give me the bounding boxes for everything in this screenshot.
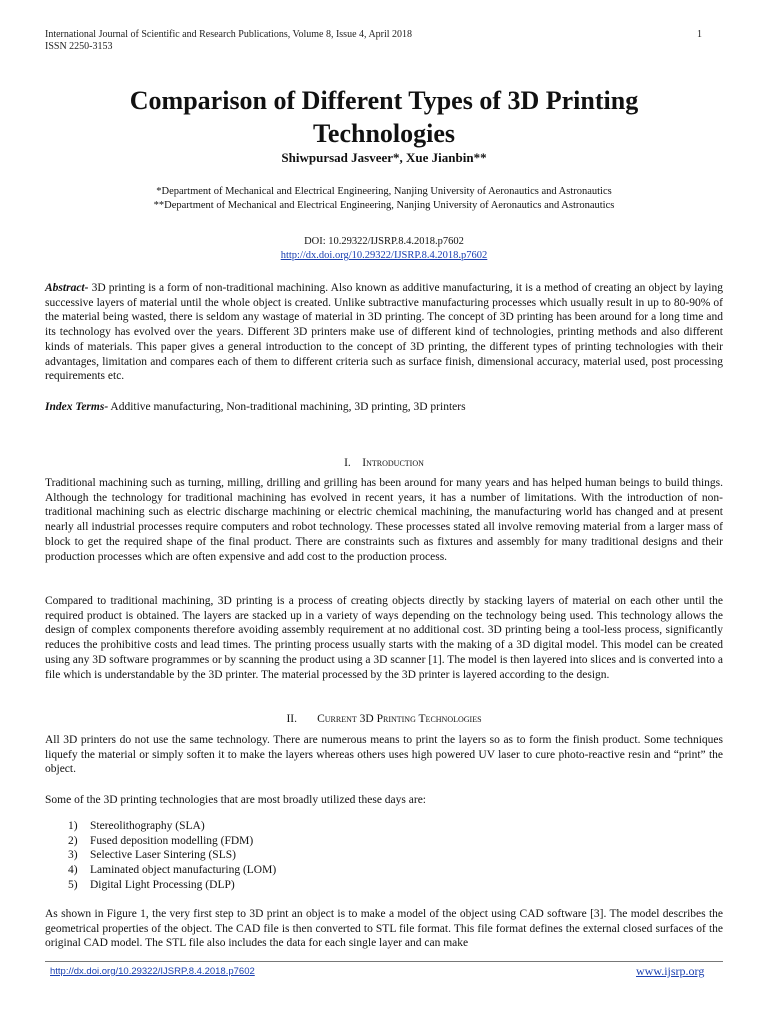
section-title: Introduction bbox=[362, 457, 424, 469]
tech-paragraph-2: Some of the 3D printing technologies that are most broadly utilized these days are: bbox=[45, 794, 426, 806]
doi-link[interactable]: http://dx.doi.org/10.29322/IJSRP.8.4.2018.p7602 bbox=[280, 250, 488, 261]
journal-header: International Journal of Scientific and Research Publications, Volume 8, Issue 4, April 2018 bbox=[45, 29, 413, 40]
index-terms-text: Additive manufacturing, Non-traditional machining, 3D printing, 3D printers bbox=[110, 401, 466, 413]
abstract-text: 3D printing is a form of non-traditional machining. Also known as additive manufacturing, it is a method of creating an object by laying successive layers of material until the whole object is created. Unlike subtractive manufacturing processes which usually result in up to 80-90% of the material being wasted, there is seldom any wastage of material in 3D printing. The concept of 3D printing has been around for a long time and its technology has evolved over the years. Different 3D printers make use of different kind of technologies, printing methods and also different kinds of materials. This paper gives a general introduction to the concept of 3D printing, the different types of printing technologies with their advantages, limitation and compares each of them to different criteria such as surface finish, dimensional accuracy, material used, post processing requirements etc. bbox=[45, 282, 723, 383]
footer-doi-link[interactable]: http://dx.doi.org/10.29322/IJSRP.8.4.2018.p7602 bbox=[50, 966, 255, 977]
paper-title: Comparison of Different Types of 3D Printing Technologies bbox=[129, 86, 639, 148]
list-item: 3) Selective Laser Sintering (SLS) bbox=[68, 849, 236, 862]
intro-paragraph-2: Compared to traditional machining, 3D printing is a process of creating objects directly by stacking layers of material on each other until the required product is obtained. The layers are stacked up in a variety of ways depending on the technology being used. This technology allows the design of complex components therefore avoiding assembly requirement at no additional cost. 3D printing being a tool-less process, significantly reduces the prohibitive costs and lead times. The printing process usually starts with the making of a 3D digital model. This model can be created using any 3D software programmes or by scanning the product using a 3D scanner [1]. The model is then layered into slices and is converted into a file which is understandable by the 3D printer. The material processed by the 3D printer is layered according to the design. bbox=[45, 595, 723, 681]
page-number: 1 bbox=[697, 29, 702, 40]
section-heading-introduction bbox=[0, 457, 768, 469]
issn: ISSN 2250-3153 bbox=[45, 41, 113, 52]
abstract-lead: Abstract- bbox=[45, 282, 89, 294]
list-item: 1) Stereolithography (SLA) bbox=[68, 820, 205, 832]
section-title: Current 3D Printing Technologies bbox=[317, 713, 482, 725]
tech-paragraph-3: As shown in Figure 1, the very first step to 3D print an object is to make a model of the object using CAD software [3]. The model describes the geometrical properties of the object. The CAD file is then converted to STL file format. This file format defines the external closed surfaces of the original CAD model. The STL file also includes the data for each single layer and can make bbox=[45, 908, 723, 950]
tech-paragraph-1: All 3D printers do not use the same technology. There are numerous means to print the layers so as to form the finish product. Some techniques liquefy the material or simply soften it to make the layers whereas others uses high powered UV laser to cure photo-reactive resin and “print” the object. bbox=[45, 734, 723, 776]
abstract bbox=[45, 281, 723, 384]
section-number: II. bbox=[286, 713, 297, 725]
section-heading-technologies bbox=[0, 713, 768, 725]
authors: Shiwpursad Jasveer*, Xue Jianbin** bbox=[281, 150, 487, 165]
affiliation-2: **Department of Mechanical and Electrical Engineering, Nanjing University of Aeronautics and Astronautics bbox=[153, 200, 615, 211]
section-number: I. bbox=[344, 457, 351, 469]
list-item: 5) Digital Light Processing (DLP) bbox=[68, 878, 235, 891]
technology-list bbox=[68, 819, 276, 893]
index-terms-lead: Index Terms- bbox=[45, 401, 109, 413]
list-item: 4) Laminated object manufacturing (LOM) bbox=[68, 864, 277, 877]
intro-paragraph-1: Traditional machining such as turning, milling, drilling and grilling has been around for many years and has helped human beings to build things. Although the technology for traditional machining has evolved in recent years, it has a number of limitations. With the introduction of non-traditional machining such as electric discharge machining or electric chemical machining, the manufacturing world has changed and at present nearly all industrial processes require computers and robot technology. These processes stated all involve removing material from a larger mass of block to get the required shape of the final product. There are constraints such as fixtures and assembly for many traditional designs and their production processes which are often expensive and add cost to the production process. bbox=[45, 477, 723, 563]
footer-site-link[interactable]: www.ijsrp.org bbox=[636, 964, 705, 978]
footer-divider bbox=[45, 961, 723, 962]
doi-text: DOI: 10.29322/IJSRP.8.4.2018.p7602 bbox=[304, 236, 464, 247]
index-terms bbox=[45, 400, 723, 415]
affiliation-1: *Department of Mechanical and Electrical Engineering, Nanjing University of Aeronautics and Astronautics bbox=[156, 186, 612, 197]
doi-block bbox=[0, 235, 768, 263]
list-item: 2) Fused deposition modelling (FDM) bbox=[68, 834, 254, 847]
